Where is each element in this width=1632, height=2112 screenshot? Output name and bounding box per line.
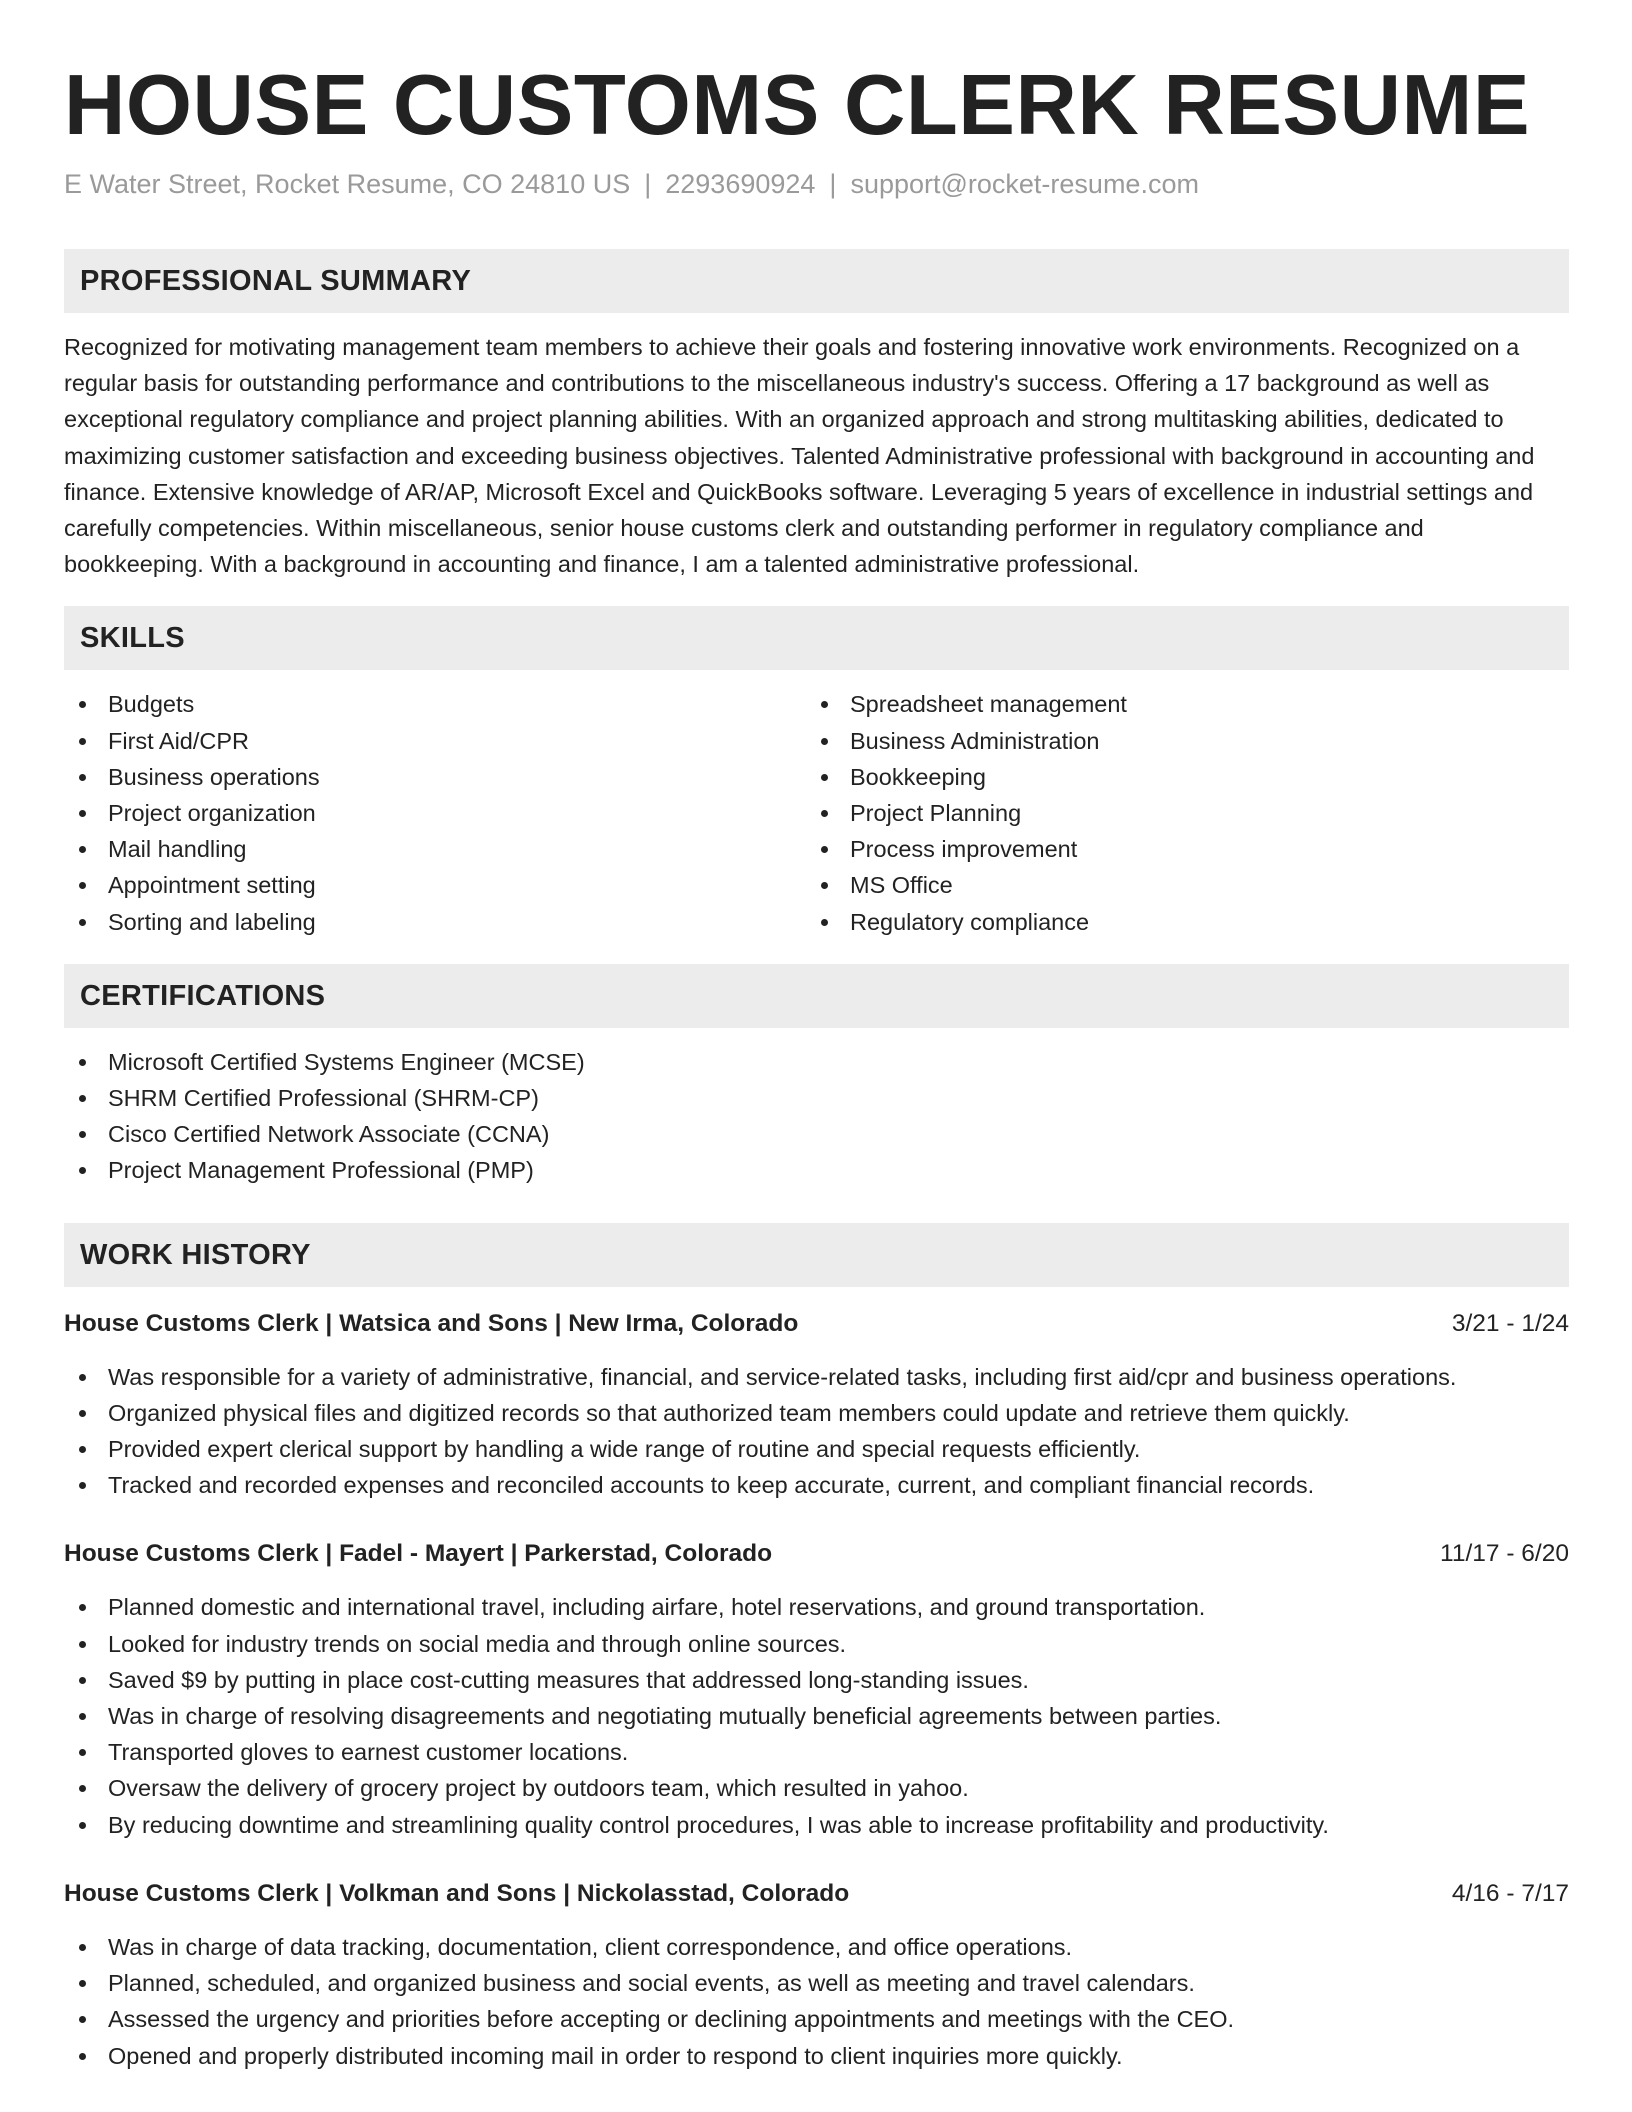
summary-text: Recognized for motivating management team members to achieve their goals and fostering innovative work environments. Recognized on a regular basis for outstanding performance and contributions to the miscellaneous industry's success. Offering a 17 background as well as exceptional regulatory compliance and project planning abilities. With an organized approach and strong multitasking abilities, dedicated to maximizing customer satisfaction and exceeding business objectives. Talented Administrative professional with background in accounting and finance. Extensive knowledge of AR/AP, Microsoft Excel and QuickBooks software. Leveraging 5 years of excellence in industrial settings and carefully competencies. Within miscellaneous, senior house customs clerk and outstanding performer in regulatory compliance and bookkeeping. With a background in accounting and finance, I am a talented administrative professional.: [64, 334, 1535, 578]
skill-item: First Aid/CPR: [64, 723, 806, 759]
certification-item: Project Management Professional (PMP): [64, 1152, 1569, 1188]
contact-address: E Water Street, Rocket Resume, CO 24810 US: [64, 169, 631, 199]
job-bullet: Tracked and recorded expenses and reconciled accounts to keep accurate, current, and compliant financial records.: [64, 1467, 1569, 1503]
skill-item: Sorting and labeling: [64, 904, 806, 940]
resume-title: HOUSE CUSTOMS CLERK RESUME: [64, 58, 1531, 153]
certification-item: Microsoft Certified Systems Engineer (MCSE): [64, 1044, 1569, 1080]
job-entry: [64, 1877, 1569, 2074]
skill-item: Project Planning: [806, 795, 1548, 831]
skill-item: Spreadsheet management: [806, 686, 1548, 722]
certification-item: SHRM Certified Professional (SHRM-CP): [64, 1080, 1569, 1116]
skills-grid: [64, 686, 1569, 939]
job-bullet: Was responsible for a variety of administrative, financial, and service-related tasks, including first aid/cpr and business operations.: [64, 1359, 1569, 1395]
skill-item: Budgets: [64, 686, 806, 722]
job-header: [64, 1877, 1569, 1911]
job-bullets: [64, 1929, 1569, 2074]
skill-item: Process improvement: [806, 831, 1548, 867]
skills-column-left: [64, 686, 806, 939]
job-bullet: Saved $9 by putting in place cost-cutting measures that addressed long-standing issues.: [64, 1662, 1569, 1698]
skill-item: Project organization: [64, 795, 806, 831]
section-header-skills: SKILLS: [64, 606, 1569, 670]
job-bullet: Transported gloves to earnest customer locations.: [64, 1734, 1569, 1770]
job-bullet: Organized physical files and digitized records so that authorized team members could update and retrieve them quickly.: [64, 1395, 1569, 1431]
job-bullet: Provided expert clerical support by handling a wide range of routine and special requests efficiently.: [64, 1431, 1569, 1467]
skill-item: Business Administration: [806, 723, 1548, 759]
job-bullet: Assessed the urgency and priorities before accepting or declining appointments and meetings with the CEO.: [64, 2001, 1569, 2037]
job-header: [64, 1537, 1569, 1571]
certification-item: Cisco Certified Network Associate (CCNA): [64, 1116, 1569, 1152]
job-bullets: [64, 1359, 1569, 1504]
job-dates: 11/17 - 6/20: [1440, 1540, 1569, 1568]
skill-item: Bookkeeping: [806, 759, 1548, 795]
job-bullets: [64, 1589, 1569, 1842]
contact-separator: |: [644, 169, 652, 199]
job-bullet: Planned domestic and international travel, including airfare, hotel reservations, and ground transportation.: [64, 1589, 1569, 1625]
job-title: House Customs Clerk | Fadel - Mayert | Parkerstad, Colorado: [64, 1540, 773, 1568]
job-entry: [64, 1307, 1569, 1504]
skills-column-right: [806, 686, 1548, 939]
contact-line: [64, 166, 1569, 202]
resume-page: [64, 0, 1569, 2112]
skill-item: Regulatory compliance: [806, 904, 1548, 940]
section-header-certifications: CERTIFICATIONS: [64, 964, 1569, 1028]
job-bullet: Looked for industry trends on social media and through online sources.: [64, 1626, 1569, 1662]
job-title: House Customs Clerk | Volkman and Sons | Nickolasstad, Colorado: [64, 1879, 850, 1907]
contact-separator: |: [829, 169, 837, 199]
section-header-work-history: WORK HISTORY: [64, 1223, 1569, 1287]
skill-item: MS Office: [806, 867, 1548, 903]
job-bullet: Was in charge of data tracking, documentation, client correspondence, and office operations.: [64, 1929, 1569, 1965]
certifications-list: [64, 1044, 1569, 1189]
job-header: [64, 1307, 1569, 1341]
job-bullet: Was in charge of resolving disagreements and negotiating mutually beneficial agreements between parties.: [64, 1698, 1569, 1734]
skill-item: Business operations: [64, 759, 806, 795]
skill-item: Appointment setting: [64, 867, 806, 903]
job-bullet: Opened and properly distributed incoming mail in order to respond to client inquiries more quickly.: [64, 2038, 1569, 2074]
contact-phone: 2293690924: [665, 169, 816, 199]
job-dates: 4/16 - 7/17: [1451, 1879, 1569, 1907]
job-dates: 3/21 - 1/24: [1451, 1309, 1569, 1337]
job-bullet: Oversaw the delivery of grocery project by outdoors team, which resulted in yahoo.: [64, 1770, 1569, 1806]
job-entry: [64, 1537, 1569, 1842]
job-bullet: By reducing downtime and streamlining quality control procedures, I was able to increase profitability and productivity.: [64, 1807, 1569, 1843]
section-header-summary: PROFESSIONAL SUMMARY: [64, 249, 1569, 313]
job-title: House Customs Clerk | Watsica and Sons | New Irma, Colorado: [64, 1309, 799, 1337]
job-bullet: Planned, scheduled, and organized business and social events, as well as meeting and travel calendars.: [64, 1965, 1569, 2001]
skill-item: Mail handling: [64, 831, 806, 867]
contact-email: support@rocket-resume.com: [850, 169, 1199, 199]
